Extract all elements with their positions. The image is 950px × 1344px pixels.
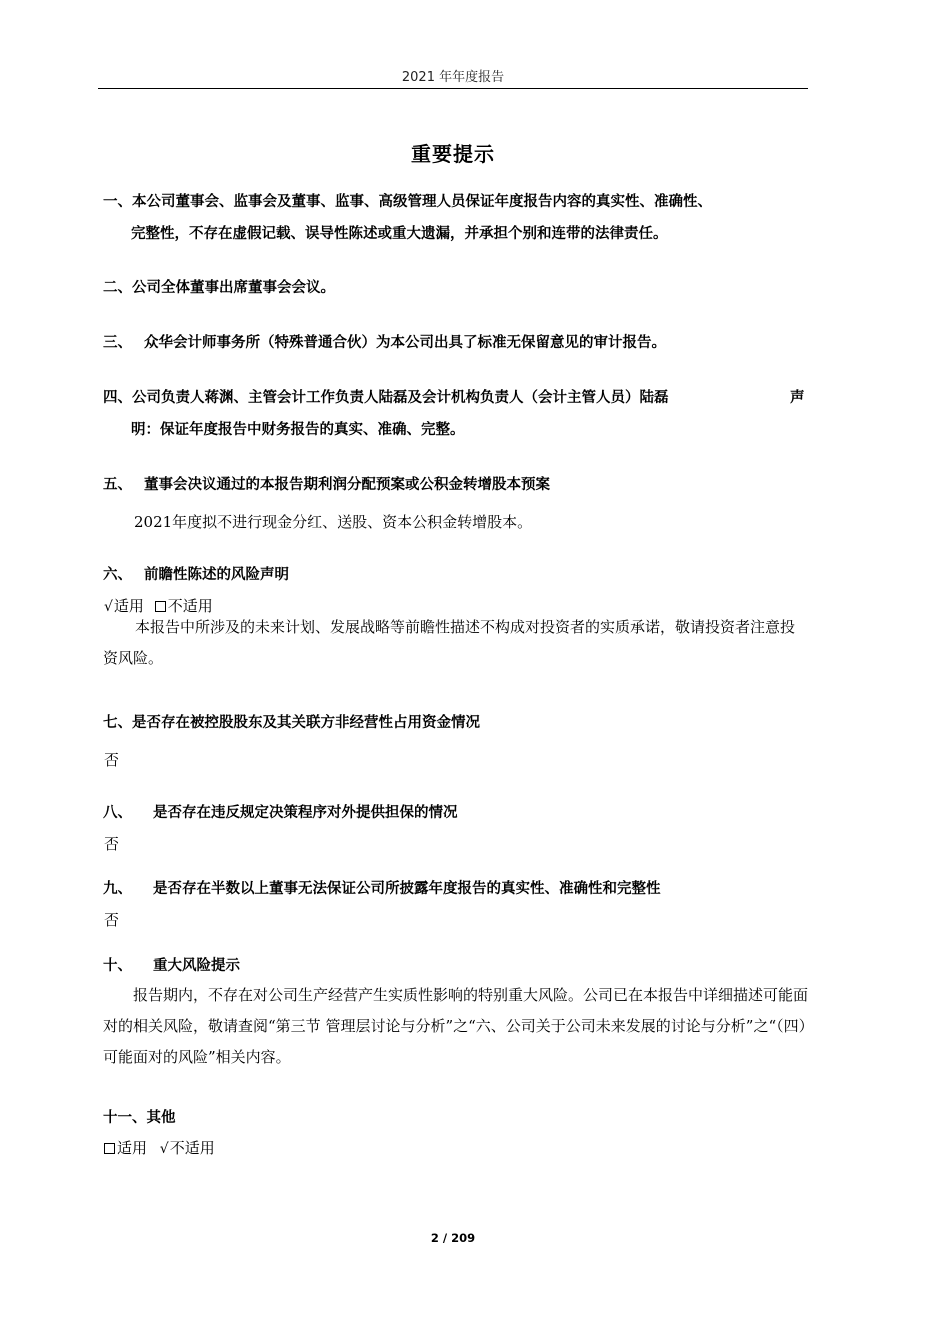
item-9-text: 是否存在半数以上董事无法保证公司所披露年度报告的真实性、准确性和完整性 bbox=[153, 881, 661, 897]
check-mark-icon: √ bbox=[159, 1141, 169, 1157]
page-header: 2021 年年度报告 bbox=[401, 70, 505, 85]
item-10-body: 报告期内，不存在对公司生产经营产生实质性影响的特别重大风险。公司已在本报告中详细描述可能面对的相关风险，敬请查阅“第三节 管理层讨论与分析”之“六、公司关于公司未来发展的讨论与分析”之“（四）可能面对的风险”相关内容。 bbox=[103, 986, 809, 1066]
item-7: 七、是否存在被控股股东及其关联方非经营性占用资金情况 bbox=[103, 715, 480, 731]
item-6-applicable-label: 适用 bbox=[113, 597, 144, 615]
item-8-number: 八、 bbox=[103, 805, 132, 821]
item-4-line-2: 明：保证年度报告中财务报告的真实、准确、完整。 bbox=[131, 422, 465, 438]
item-1-line-2: 完整性，不存在虚假记载、误导性陈述或重大遗漏，并承担个别和连带的法律责任。 bbox=[131, 226, 668, 242]
item-11-not-applicable-label: 不适用 bbox=[169, 1139, 215, 1157]
item-6-text: 前瞻性陈述的风险声明 bbox=[144, 567, 289, 583]
item-5-body: 2021年度拟不进行现金分红、送股、资本公积金转增股本。 bbox=[134, 513, 533, 531]
empty-checkbox-icon bbox=[104, 1143, 115, 1154]
header-rule bbox=[98, 88, 808, 89]
item-1-line-1: 一、本公司董事会、监事会及董事、监事、高级管理人员保证年度报告内容的真实性、准确性、 bbox=[103, 194, 712, 210]
item-3-text: 众华会计师事务所（特殊普通合伙）为本公司出具了标准无保留意见的审计报告。 bbox=[144, 335, 666, 351]
item-10-text: 重大风险提示 bbox=[153, 958, 240, 974]
item-4-line-1-end: 声 bbox=[790, 390, 805, 406]
item-11-options bbox=[104, 1137, 215, 1158]
item-11-applicable-label: 适用 bbox=[117, 1139, 148, 1157]
item-11: 十一、其他 bbox=[103, 1110, 176, 1126]
item-6-number: 六、 bbox=[103, 567, 132, 583]
check-mark-icon: √ bbox=[104, 599, 113, 615]
item-8-answer: 否 bbox=[104, 835, 120, 853]
item-2: 二、公司全体董事出席董事会会议。 bbox=[103, 280, 335, 296]
page-title: 重要提示 bbox=[411, 142, 495, 166]
item-5-number: 五、 bbox=[103, 477, 132, 493]
page-number: 2 / 209 bbox=[430, 1231, 476, 1245]
item-5-text: 董事会决议通过的本报告期利润分配预案或公积金转增股本预案 bbox=[144, 477, 550, 493]
item-8-text: 是否存在违反规定决策程序对外提供担保的情况 bbox=[153, 805, 458, 821]
item-9-answer: 否 bbox=[104, 911, 120, 929]
item-4-line-1: 四、公司负责人蒋渊、主管会计工作负责人陆磊及会计机构负责人（会计主管人员）陆磊 bbox=[103, 390, 669, 406]
item-6-not-applicable-label: 不适用 bbox=[167, 597, 213, 615]
item-10-number: 十、 bbox=[103, 958, 132, 974]
item-7-answer: 否 bbox=[104, 751, 120, 769]
item-6-body: 本报告中所涉及的未来计划、发展战略等前瞻性描述不构成对投资者的实质承诺，敬请投资者注意投资风险。 bbox=[103, 618, 796, 667]
item-9-number: 九、 bbox=[103, 881, 132, 897]
empty-checkbox-icon bbox=[155, 601, 166, 612]
item-3-number: 三、 bbox=[103, 335, 132, 351]
